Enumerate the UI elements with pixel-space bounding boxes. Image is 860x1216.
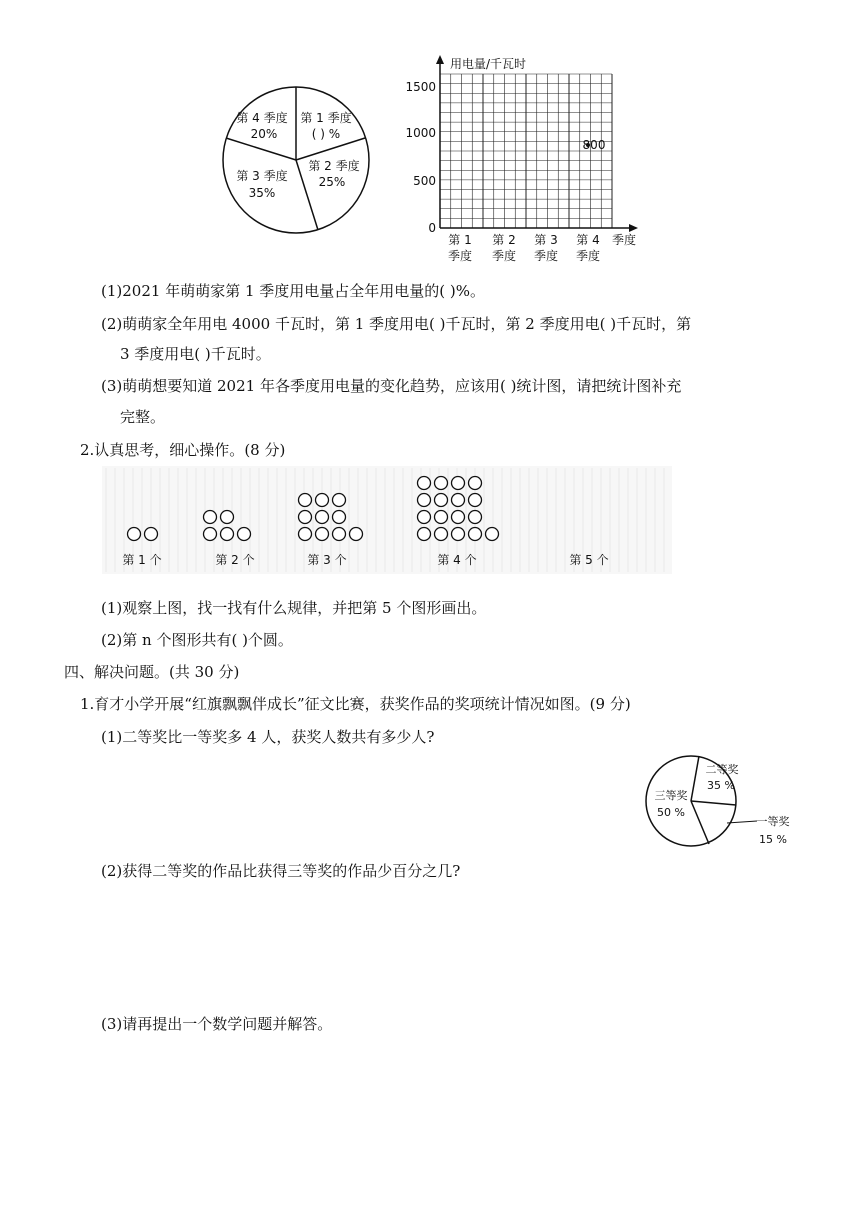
x-label-q2-line1: 第 2	[492, 233, 516, 247]
q1-part3-line2: 完整。	[120, 408, 166, 426]
q1-part2-line2: 3 季度用电( )千瓦时。	[120, 345, 271, 363]
pattern-circle	[469, 494, 482, 507]
x-label-q1-line2: 季度	[447, 249, 473, 263]
x-axis-title: 季度	[612, 233, 637, 247]
pattern-circle	[299, 511, 312, 524]
section4-q1-part3: (3)请再提出一个数学问题并解答。	[101, 1015, 333, 1033]
q1-part2-line1: (2)萌萌家全年用电 4000 千瓦时，第 1 季度用电( )千瓦时，第 2 季度用电( )千瓦时，第	[101, 315, 692, 333]
slice-label-third-value: 50 %	[657, 806, 685, 819]
pattern-circle	[316, 494, 329, 507]
pattern-circle	[204, 511, 217, 524]
slice-label-second-name: 二等奖	[705, 763, 739, 776]
section4-q1-title: 1.育才小学开展“红旗飘飘伴成长”征文比赛，获奖作品的奖项统计情况如图。(9 分)	[80, 695, 631, 713]
figure-label-5: 第 5 个	[569, 553, 609, 567]
pattern-circle	[452, 494, 465, 507]
slice-label-third-name: 三等奖	[654, 789, 688, 802]
quarter-pie-chart	[218, 80, 378, 240]
pattern-circle	[128, 528, 141, 541]
pattern-circle	[452, 528, 465, 541]
pattern-circle	[418, 511, 431, 524]
pattern-circle	[238, 528, 251, 541]
pattern-circle	[469, 511, 482, 524]
x-label-q3-line1: 第 3	[534, 233, 558, 247]
pattern-circle	[299, 528, 312, 541]
pie-slice-edge	[691, 756, 699, 801]
pattern-circle	[452, 477, 465, 490]
pattern-circle	[452, 511, 465, 524]
figure-label-4: 第 4 个	[437, 553, 477, 567]
pie-slice-edge	[296, 138, 365, 160]
pattern-circle	[221, 528, 234, 541]
circle-pattern-figure	[102, 466, 672, 574]
slice-label-second-value: 35 %	[707, 779, 735, 792]
pie-slice-edge	[226, 138, 296, 160]
pattern-circle	[333, 511, 346, 524]
figure-label-2: 第 2 个	[215, 553, 255, 567]
y-tick-label: 1000	[405, 126, 436, 140]
section4-title: 四、解决问题。(共 30 分)	[64, 663, 240, 681]
pattern-circle	[435, 494, 448, 507]
q2-title: 2.认真思考，细心操作。(8 分)	[80, 441, 286, 459]
slice-label-q3-name: 第 3 季度	[236, 169, 288, 183]
x-label-q4-line2: 季度	[575, 249, 601, 263]
pattern-circle	[350, 528, 363, 541]
pattern-circle	[435, 477, 448, 490]
slice-label-q1-value: ( ) %	[311, 127, 341, 141]
pattern-circle	[435, 528, 448, 541]
pattern-circle	[418, 528, 431, 541]
x-axis-arrow	[629, 224, 638, 232]
q1-part3-line1: (3)萌萌想要知道 2021 年各季度用电量的变化趋势，应该用( )统计图，请把统计图补充	[101, 377, 682, 395]
slice-label-q4-value: 20%	[250, 127, 278, 141]
figure-label-3: 第 3 个	[307, 553, 347, 567]
pie-slice-edge	[691, 801, 709, 844]
y-axis-arrow	[436, 55, 444, 64]
award-pie-chart	[645, 745, 805, 853]
q2-part1: (1)观察上图，找一找有什么规律，并把第 5 个图形画出。	[101, 599, 487, 617]
y-tick-label: 500	[413, 174, 436, 188]
section4-q1-part2: (2)获得二等奖的作品比获得三等奖的作品少百分之几?	[101, 862, 461, 880]
pattern-circle	[299, 494, 312, 507]
slice-label-first-value: 15 %	[759, 833, 787, 846]
pattern-circle	[435, 511, 448, 524]
slice-label-q2-value: 25%	[318, 175, 346, 189]
slice-label-q2-name: 第 2 季度	[308, 159, 360, 173]
y-tick-label: 1500	[405, 80, 436, 94]
section4-q1-part1: (1)二等奖比一等奖多 4 人，获奖人数共有多少人?	[101, 728, 435, 746]
pattern-circle	[469, 477, 482, 490]
x-label-q4-line1: 第 4	[576, 233, 600, 247]
slice-label-first-name: 一等奖	[756, 815, 790, 828]
pattern-circle	[418, 477, 431, 490]
pattern-circle	[145, 528, 158, 541]
pattern-circle	[333, 528, 346, 541]
pie-slice-edge	[691, 801, 736, 805]
pattern-circle	[333, 494, 346, 507]
x-label-q2-line2: 季度	[491, 249, 517, 263]
q1-part1: (1)2021 年萌萌家第 1 季度用电量占全年用电量的( )%。	[101, 282, 485, 300]
slice-label-q1-name: 第 1 季度	[300, 111, 352, 125]
pattern-circle	[486, 528, 499, 541]
pattern-circle	[204, 528, 217, 541]
pattern-circle	[221, 511, 234, 524]
slice-label-q3-value: 35%	[248, 186, 276, 200]
x-label-q1-line1: 第 1	[448, 233, 472, 247]
data-point-label: 800	[582, 138, 606, 152]
pattern-circle	[316, 528, 329, 541]
pattern-circle	[418, 494, 431, 507]
x-label-q3-line2: 季度	[533, 249, 559, 263]
slice-label-q4-name: 第 4 季度	[236, 111, 288, 125]
pattern-circle	[469, 528, 482, 541]
figure-label-1: 第 1 个	[122, 553, 162, 567]
q2-part2: (2)第 n 个图形共有( )个圆。	[101, 631, 293, 649]
pattern-circle	[316, 511, 329, 524]
usage-grid-chart	[400, 52, 650, 272]
y-tick-label: 0	[428, 221, 436, 235]
y-axis-title: 用电量/千瓦时	[450, 57, 527, 71]
